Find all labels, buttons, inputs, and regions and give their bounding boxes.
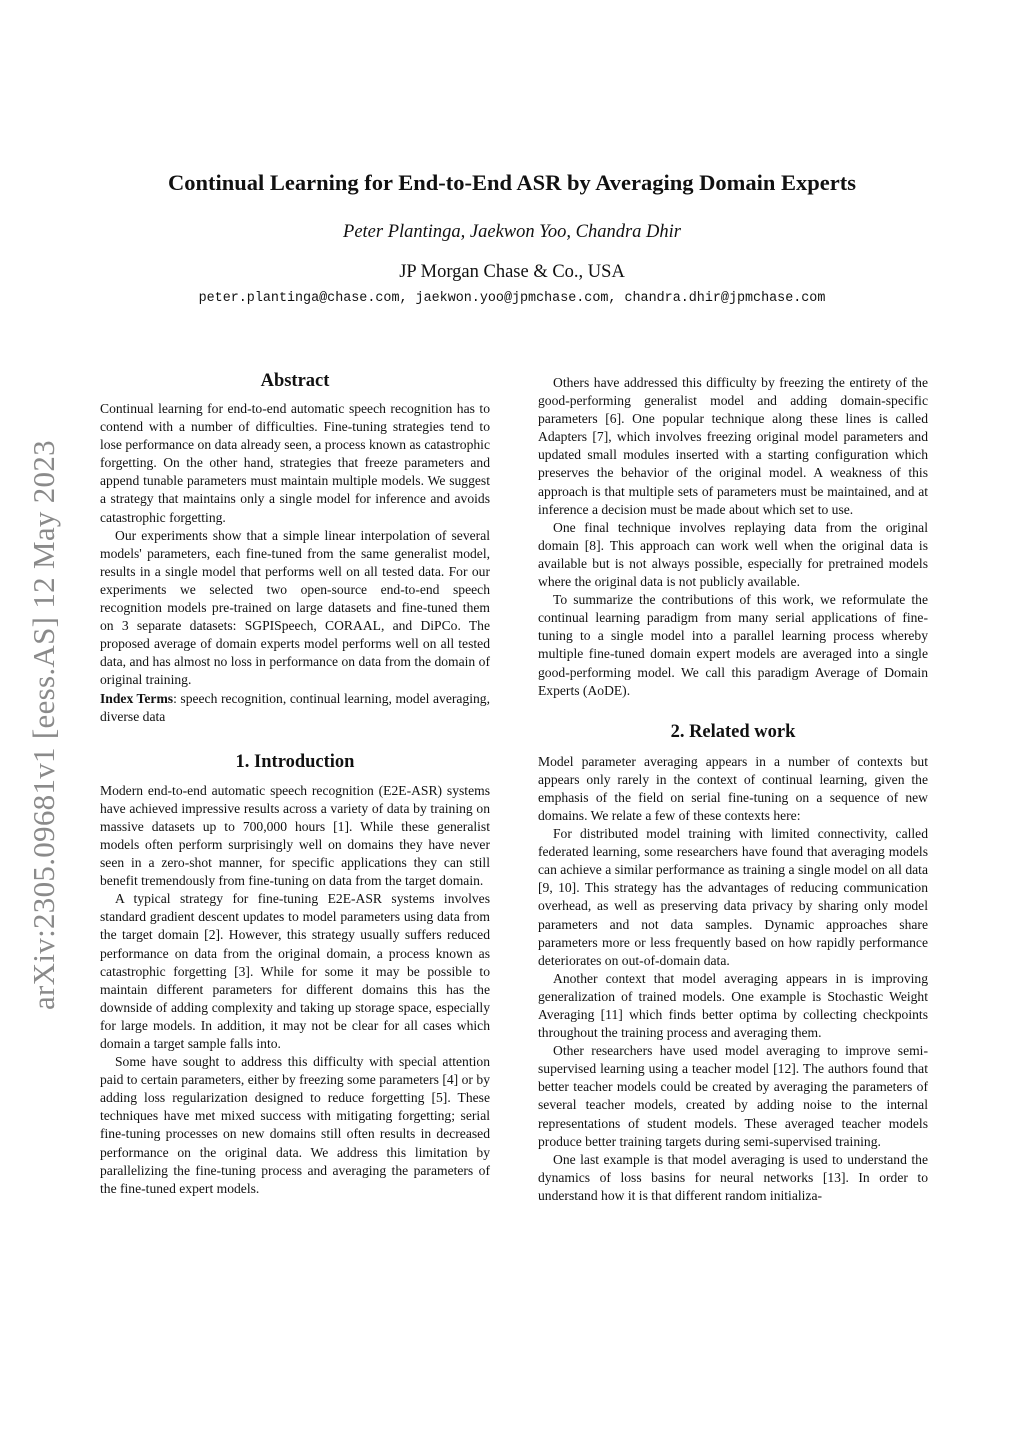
related-work-paragraph: For distributed model training with limited connectivity, called federated learning, some researchers have found that averaging models can achieve a similar performance as training a single model on all data [9, 10]. This strategy has the advantages of reducing communication overhead, as well as preserving data privacy by sharing only model parameters and not data samples. Dynamic approaches share parameters more or less frequently based on how rapidly performance deteriorates on out-of-domain data. — [538, 826, 928, 968]
related-work-paragraph: Model parameter averaging appears in a number of contexts but appears only rarely in the context of continual learning, given the emphasis of the field on serial fine-tuning on a sequence of new domains. We relate a few of these contexts here: — [538, 753, 928, 823]
arxiv-identifier: arXiv:2305.09681v1 [eess.AS] 12 May 2023 — [26, 440, 61, 1010]
right-column — [538, 374, 928, 1205]
intro-paragraph: Some have sought to address this difficulty with special attention paid to certain parameters, either by freezing some parameters [4] or by adding loss regularization designed to reduce forgetting [5]. These techniques have met mixed success with mitigating forgetting; serial fine-tuning processes on new domains still often results in decreased performance on the original data. We address this limitation by parallelizing the fine-tuning process and averaging the parameters of the fine-tuned expert models. — [100, 1054, 490, 1196]
index-terms-text: : speech recognition, continual learning, model averaging, diverse data — [100, 690, 490, 724]
paper-title: Continual Learning for End-to-End ASR by Averaging Domain Experts — [167, 170, 857, 195]
abstract-paragraph: Continual learning for end-to-end automatic speech recognition has to contend with a number of difficulties. Fine-tuning strategies tend to lose performance on data already seen, a process known as catastrophic forgetting. On the other hand, strategies that freeze parameters and append tunable parameters must maintain multiple models. We suggest a strategy that maintains only a single model for inference and avoids catastrophic forgetting. — [100, 401, 490, 525]
authors: Peter Plantinga, Jaekwon Yoo, Chandra Dhir — [343, 222, 681, 242]
abstract-paragraph: Our experiments show that a simple linear interpolation of several models' parameters, each fine-tuned from the same generalist model, results in a single model that performs well on all tested data. For our experiments we selected two open-source end-to-end speech recognition models pre-trained on large datasets and fine-tuned them on 3 separate datasets: SGPISpeech, CORAAL, and DiPCo. The proposed average of domain experts model performs well on all tested data, and has almost no loss in performance on data from the domain of original training. — [100, 527, 490, 688]
abstract-heading: Abstract — [260, 371, 330, 391]
intro-paragraph: Modern end-to-end automatic speech recognition (E2E-ASR) systems have achieved impressive results across a variety of data by training on massive datasets up to 700,000 hours [1]. While these generalist models often perform surprisingly well on domains they have never seen in a zero-shot manner, for specific applications they can still benefit tremendously from fine-tuning on data from the target domain. — [100, 782, 490, 889]
intro-paragraph: One final technique involves replaying data from the original domain [8]. This approach can work well when the original data is available but is not always possible, especially for pretrained models where the original data is not publicly available. — [538, 519, 928, 590]
intro-paragraph: A typical strategy for fine-tuning E2E-ASR systems involves standard gradient descent updates to model parameters using data from the target domain [2]. However, this strategy usually suffers reduced performance on data from the original domain, a process known as catastrophic forgetting [3]. While for some it may be possible to maintain different parameters for different domains this has the downside of adding complexity and taking up storage space, especially for large models. In addition, it may not be clear for all cases which domain a target sample falls into. — [100, 891, 490, 1051]
related-work-heading: 2. Related work — [670, 721, 796, 742]
introduction-heading: 1. Introduction — [235, 751, 355, 772]
related-work-paragraph: Other researchers have used model averaging to improve semi-supervised learning using a teacher model [12]. The authors found that better teacher models could be created by averaging the parameters of several teacher models, created by adding noise to the internal representations of student models. These averaged teacher models produce better training targets during semi-supervised training. — [538, 1043, 928, 1149]
intro-paragraph: To summarize the contributions of this work, we reformulate the continual learning paradigm from many serial applications of fine-tuning to a single model into a parallel learning process whereby multiple fine-tuned domain expert models are averaged into a single good-performing model. We call this paradigm Average of Domain Experts (AoDE). — [538, 592, 928, 698]
intro-paragraph: Others have addressed this difficulty by freezing the entirety of the good-performing generalist model and adding domain-specific parameters [6]. One popular technique along these lines is called Adapters [7], which involves freezing original model parameters and updated small modules inserted with a starting configuration which preserves the behavior of the original model. A weakness of this approach is that multiple sets of parameters must be maintained, and at inference a decision must be made about which set to use. — [538, 375, 928, 517]
index-terms-label: Index Terms — [100, 690, 174, 706]
affiliation: JP Morgan Chase & Co., USA — [399, 262, 625, 282]
related-work-paragraph: One last example is that model averaging is used to understand the dynamics of loss basins for neural networks [13]. In order to understand how it is that different random initializa- — [538, 1151, 928, 1203]
author-emails: peter.plantinga@chase.com, jaekwon.yoo@jpmchase.com, chandra.dhir@jpmchase.com — [198, 291, 826, 306]
index-terms — [100, 690, 490, 726]
related-work-paragraph: Another context that model averaging appears in is improving generalization of trained models. One example is Stochastic Weight Averaging [11] which finds better optima by collecting checkpoints throughout the training process and averaging them. — [538, 970, 928, 1041]
left-column — [100, 369, 490, 1198]
